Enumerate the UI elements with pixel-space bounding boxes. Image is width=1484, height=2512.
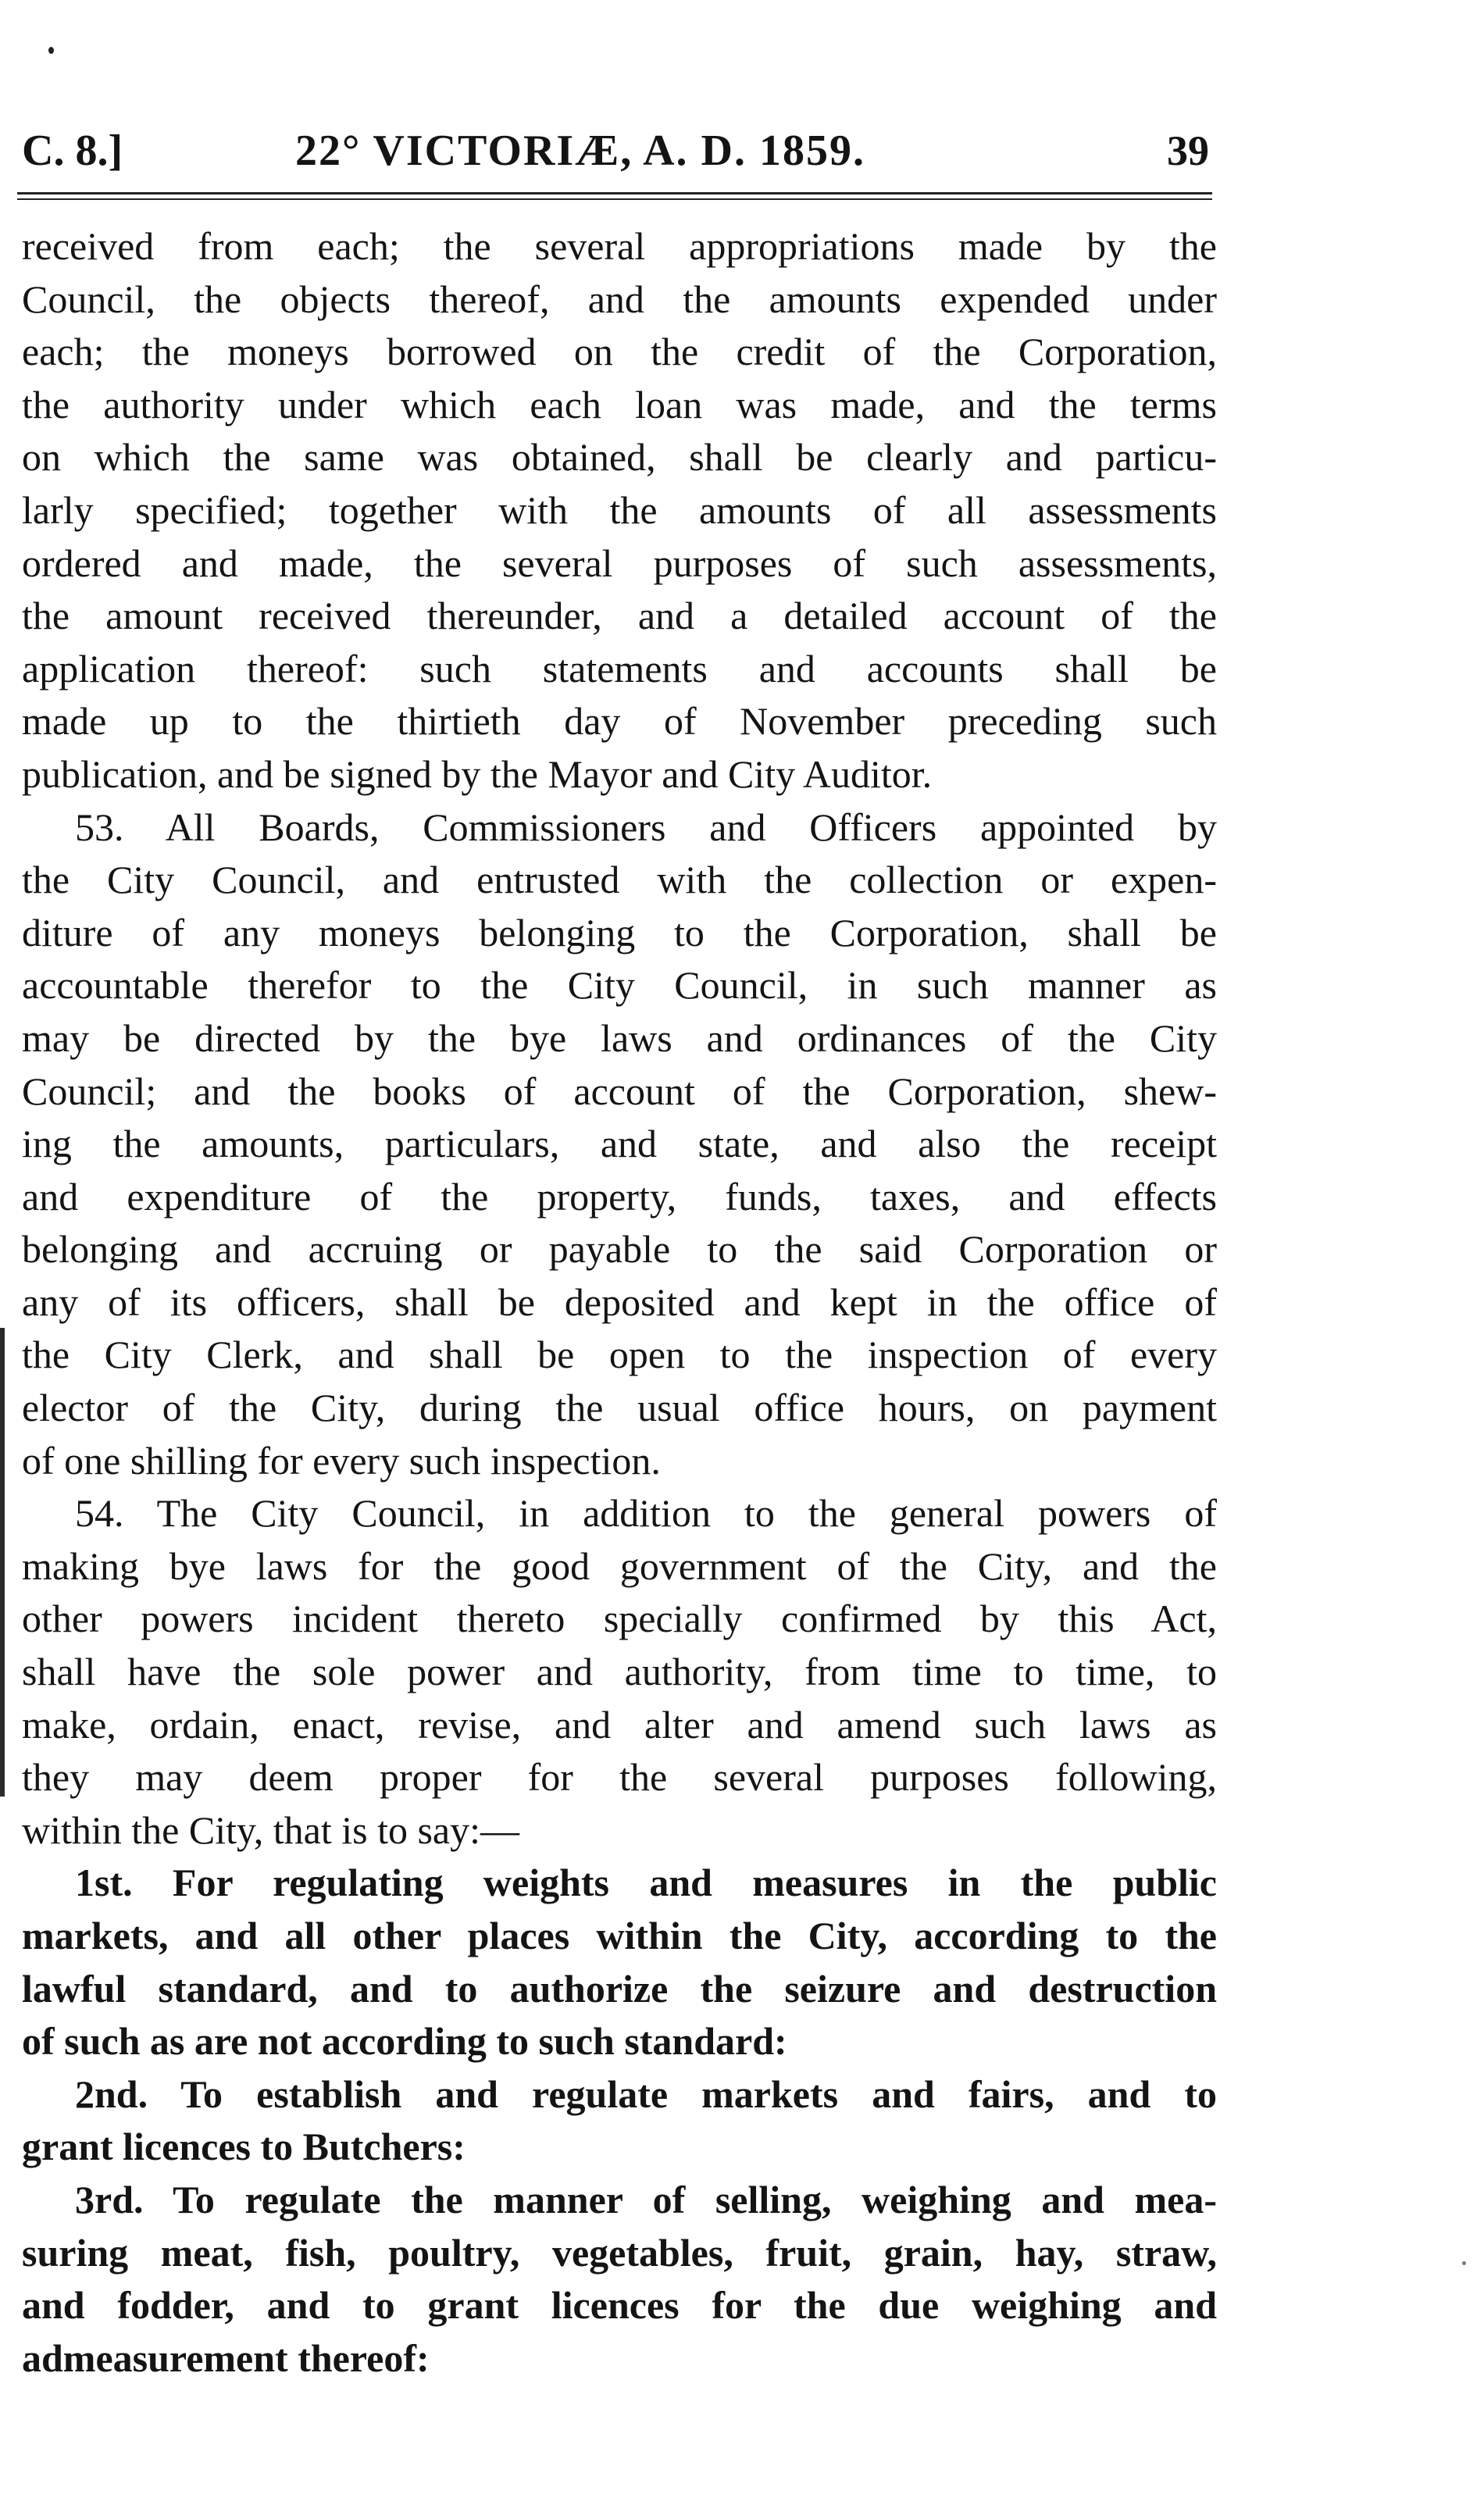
text-line: 1st. For regulating weights and measures in the public bbox=[75, 1861, 1217, 1905]
text-line: ing the amounts, particulars, and state, and also the receipt bbox=[22, 1122, 1217, 1166]
text-line: the City Clerk, and shall be open to the inspection of every bbox=[22, 1333, 1217, 1377]
text-line: Council; and the books of account of the Corporation, shew- bbox=[22, 1069, 1217, 1113]
ink-speck bbox=[1462, 2261, 1466, 2265]
text-line: publication, and be signed by the Mayor and City Auditor. bbox=[22, 751, 933, 796]
page-number: 39 bbox=[1167, 127, 1209, 174]
text-line: they may deem proper for the several purposes following, bbox=[22, 1755, 1217, 1800]
text-line: 2nd. To establish and regulate markets and fairs, and to bbox=[75, 2071, 1217, 2116]
paragraph bbox=[22, 801, 1217, 1488]
text-line: accountable therefor to the City Council, in such manner as bbox=[22, 963, 1217, 1008]
text-line: Council, the objects thereof, and the amounts expended under bbox=[22, 277, 1217, 321]
header-rule bbox=[17, 192, 1212, 194]
page-edge-shadow bbox=[0, 1328, 5, 1797]
text-line: and expenditure of the property, funds, taxes, and effects bbox=[22, 1174, 1217, 1219]
text-line: and fodder, and to grant licences for the due weighing and bbox=[22, 2283, 1217, 2328]
text-line: belonging and accruing or payable to the said Corporation or bbox=[22, 1227, 1217, 1272]
text-line: the authority under which each loan was made, and the terms bbox=[22, 382, 1217, 426]
text-line: application thereof: such statements and accounts shall be bbox=[22, 646, 1217, 690]
body-text bbox=[22, 220, 1217, 2385]
text-line: diture of any moneys belonging to the Corporation, shall be bbox=[22, 910, 1217, 954]
text-line: other powers incident thereto specially confirmed by this Act, bbox=[22, 1597, 1217, 1641]
text-line: each; the moneys borrowed on the credit of the Corporation, bbox=[22, 330, 1217, 374]
running-title: 22° VICTORIÆ, A. D. 1859. bbox=[295, 127, 865, 175]
chapter-reference: C. 8.] bbox=[22, 127, 123, 175]
text-line: suring meat, fish, poultry, vegetables, fruit, grain, hay, straw, bbox=[22, 2230, 1217, 2275]
text-line: make, ordain, enact, revise, and alter and amend such laws as bbox=[22, 1702, 1217, 1747]
text-line: shall have the sole power and authority, from time to time, to bbox=[22, 1650, 1217, 1694]
text-line: admeasurement thereof: bbox=[22, 2335, 430, 2380]
text-line: larly specified; together with the amounts of all assessments bbox=[22, 487, 1217, 532]
paragraph bbox=[22, 2174, 1217, 2385]
text-line: lawful standard, and to authorize the seizure and destruction bbox=[22, 1966, 1217, 2011]
text-line: of such as are not according to such standard: bbox=[22, 2019, 787, 2064]
text-line: the City Council, and entrusted with the collection or expen- bbox=[22, 858, 1217, 902]
text-line: 3rd. To regulate the manner of selling, weighing and mea- bbox=[75, 2177, 1217, 2221]
text-line: elector of the City, during the usual office hours, on payment bbox=[22, 1386, 1217, 1430]
text-line: received from each; the several appropriations made by the bbox=[22, 224, 1217, 268]
paragraph bbox=[22, 2068, 1217, 2174]
running-header bbox=[22, 116, 1209, 186]
text-line: any of its officers, shall be deposited and kept in the office of bbox=[22, 1279, 1217, 1324]
text-line: grant licences to Butchers: bbox=[22, 2125, 466, 2169]
text-line: ordered and made, the several purposes of such assessments, bbox=[22, 541, 1217, 585]
text-line: making bye laws for the good government of the City, and the bbox=[22, 1543, 1217, 1588]
text-line: of one shilling for every such inspection. bbox=[22, 1438, 661, 1483]
text-line: within the City, that is to say:— bbox=[22, 1807, 520, 1852]
text-line: on which the same was obtained, shall be clearly and particu- bbox=[22, 435, 1217, 480]
text-line: 54. The City Council, in addition to the general powers of bbox=[75, 1491, 1217, 1536]
paragraph bbox=[22, 1857, 1217, 2068]
text-line: made up to the thirtieth day of November preceding such bbox=[22, 699, 1217, 744]
paragraph bbox=[22, 1487, 1217, 1857]
ink-speck bbox=[48, 47, 54, 54]
text-line: the amount received thereunder, and a detailed account of the bbox=[22, 594, 1217, 638]
text-line: may be directed by the bye laws and ordinances of the City bbox=[22, 1015, 1217, 1060]
text-line: markets, and all other places within the City, according to the bbox=[22, 1914, 1217, 1957]
text-line: 53. All Boards, Commissioners and Officers appointed by bbox=[75, 805, 1217, 849]
paragraph bbox=[22, 220, 1217, 801]
header-rule bbox=[17, 198, 1212, 200]
